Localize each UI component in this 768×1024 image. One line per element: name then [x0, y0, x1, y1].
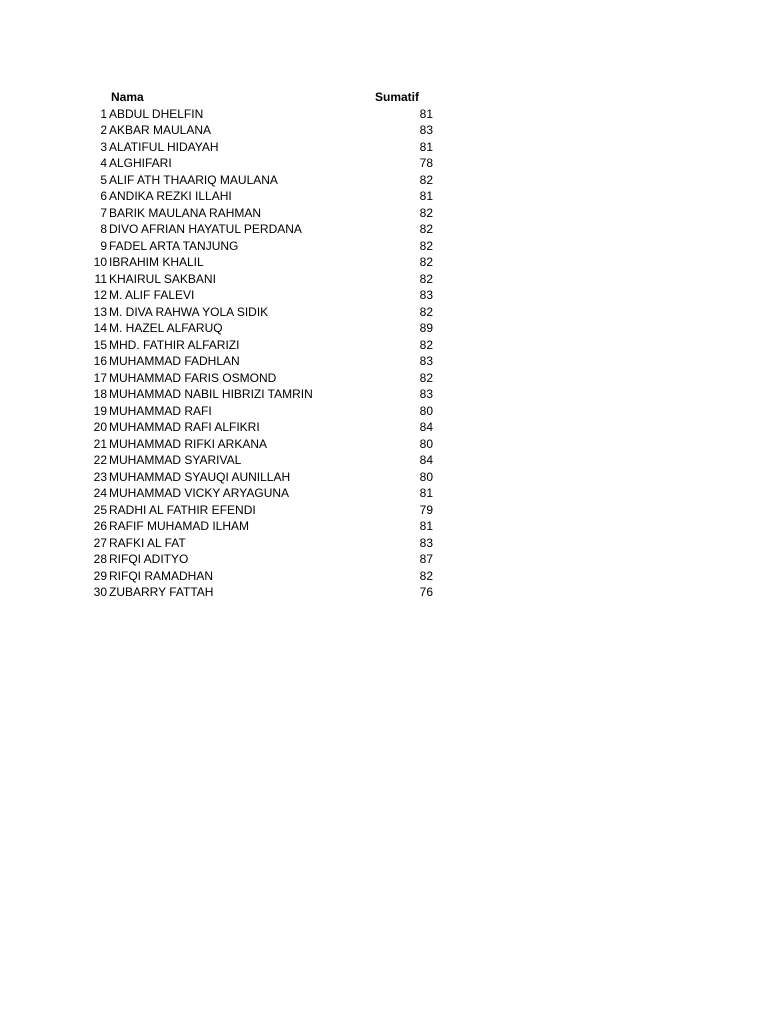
table-row [88, 436, 448, 453]
student-score: 84 [419, 453, 433, 467]
student-name: DIVO AFRIAN HAYATUL PERDANA [109, 222, 302, 236]
row-number: 22 [93, 453, 107, 467]
student-name: RIFQI ADITYO [109, 552, 189, 566]
table-row [88, 271, 448, 288]
row-number: 1 [100, 106, 107, 121]
row-number: 17 [93, 370, 107, 385]
student-name: IBRAHIM KHALIL [109, 255, 204, 269]
table-row [88, 155, 448, 172]
student-score: 81 [419, 106, 433, 121]
student-score: 82 [419, 568, 433, 583]
student-score: 82 [419, 205, 433, 220]
row-number: 23 [93, 469, 107, 484]
student-score: 82 [419, 271, 433, 286]
student-name: MUHAMMAD FADHLAN [109, 354, 240, 368]
row-number: 24 [93, 486, 107, 500]
student-score: 89 [419, 321, 433, 335]
row-number: 26 [93, 519, 107, 533]
row-number: 7 [100, 205, 107, 220]
row-number: 15 [93, 337, 107, 352]
table-row [88, 584, 448, 601]
row-number: 28 [93, 552, 107, 566]
row-number: 27 [93, 535, 107, 550]
table-row [88, 485, 448, 502]
table-row [88, 469, 448, 486]
row-number: 6 [100, 189, 107, 203]
student-name: MHD. FATHIR ALFARIZI [109, 337, 240, 352]
student-score: 82 [419, 337, 433, 352]
student-score: 81 [419, 519, 433, 533]
table-row [88, 122, 448, 139]
score-table [88, 89, 448, 601]
row-number: 10 [93, 255, 107, 269]
row-number: 30 [93, 585, 107, 599]
row-number: 13 [93, 304, 107, 319]
table-row [88, 535, 448, 552]
student-score: 76 [419, 585, 433, 599]
student-score: 80 [419, 403, 433, 418]
student-score: 82 [419, 255, 433, 269]
student-score: 83 [419, 288, 433, 302]
table-row [88, 551, 448, 568]
student-score: 80 [419, 469, 433, 484]
table-row [88, 353, 448, 370]
student-name: BARIK MAULANA RAHMAN [109, 205, 262, 220]
student-name: FADEL ARTA TANJUNG [109, 238, 239, 253]
student-name: KHAIRUL SAKBANI [109, 271, 216, 286]
table-body [88, 106, 448, 601]
student-name: RIFQI RAMADHAN [109, 568, 214, 583]
student-name: ANDIKA REZKI ILLAHI [109, 189, 232, 203]
student-name: ALATIFUL HIDAYAH [109, 139, 219, 154]
student-score: 82 [419, 222, 433, 236]
student-name: ZUBARRY FATTAH [109, 585, 214, 599]
row-number: 25 [93, 502, 107, 517]
student-name: MUHAMMAD FARIS OSMOND [109, 370, 277, 385]
student-score: 83 [419, 354, 433, 368]
student-name: ABDUL DHELFIN [109, 106, 204, 121]
student-score: 82 [419, 238, 433, 253]
student-name: RAFIF MUHAMAD ILHAM [109, 519, 250, 533]
student-name: AKBAR MAULANA [109, 123, 212, 137]
student-score: 79 [419, 502, 433, 517]
row-number: 21 [93, 436, 107, 451]
table-row [88, 452, 448, 469]
table-row [88, 386, 448, 403]
student-score: 82 [419, 304, 433, 319]
row-number: 29 [93, 568, 107, 583]
table-row [88, 403, 448, 420]
student-score: 78 [419, 156, 433, 170]
table-row [88, 205, 448, 222]
table-row [88, 139, 448, 156]
row-number: 19 [93, 403, 107, 418]
table-header-row [88, 89, 448, 106]
student-name: MUHAMMAD RAFI ALFIKRI [109, 420, 260, 434]
header-score: Sumatif [374, 90, 419, 104]
table-row [88, 337, 448, 354]
student-name: MUHAMMAD VICKY ARYAGUNA [109, 486, 290, 500]
table-row [88, 568, 448, 585]
student-name: MUHAMMAD RAFI [109, 403, 212, 418]
table-row [88, 518, 448, 535]
table-row [88, 188, 448, 205]
table-row [88, 106, 448, 123]
row-number: 14 [93, 321, 107, 335]
table-row [88, 502, 448, 519]
table-row [88, 172, 448, 189]
student-name: M. HAZEL ALFARUQ [109, 321, 223, 335]
student-name: ALIF ATH THAARIQ MAULANA [109, 172, 278, 187]
table-row [88, 304, 448, 321]
table-row [88, 287, 448, 304]
student-name: M. ALIF FALEVI [109, 288, 195, 302]
row-number: 2 [100, 123, 107, 137]
student-score: 83 [419, 387, 433, 401]
student-score: 81 [419, 189, 433, 203]
row-number: 8 [100, 222, 107, 236]
row-number: 12 [93, 288, 107, 302]
student-score: 80 [419, 436, 433, 451]
table-row [88, 320, 448, 337]
student-score: 82 [419, 172, 433, 187]
student-name: RADHI AL FATHIR EFENDI [109, 502, 256, 517]
student-name: MUHAMMAD SYARIVAL [109, 453, 242, 467]
student-name: MUHAMMAD SYAUQI AUNILLAH [109, 469, 291, 484]
student-name: M. DIVA RAHWA YOLA SIDIK [109, 304, 269, 319]
row-number: 9 [100, 238, 107, 253]
row-number: 3 [100, 139, 107, 154]
table-row [88, 238, 448, 255]
student-name: MUHAMMAD NABIL HIBRIZI TAMRIN [109, 387, 313, 401]
student-score: 83 [419, 123, 433, 137]
student-name: MUHAMMAD RIFKI ARKANA [109, 436, 268, 451]
row-number: 11 [94, 271, 107, 286]
table-row [88, 370, 448, 387]
row-number: 18 [93, 387, 107, 401]
student-score: 87 [419, 552, 433, 566]
row-number: 16 [93, 354, 107, 368]
student-name: RAFKI AL FAT [109, 535, 186, 550]
header-name: Nama [111, 90, 144, 104]
student-score: 83 [419, 535, 433, 550]
table-row [88, 221, 448, 238]
student-score: 84 [419, 420, 433, 434]
table-row [88, 419, 448, 436]
row-number: 20 [93, 420, 107, 434]
student-score: 82 [419, 370, 433, 385]
row-number: 5 [100, 172, 107, 187]
student-score: 81 [419, 486, 433, 500]
row-number: 4 [100, 156, 107, 170]
student-name: ALGHIFARI [109, 156, 172, 170]
table-row [88, 254, 448, 271]
student-score: 81 [419, 139, 433, 154]
